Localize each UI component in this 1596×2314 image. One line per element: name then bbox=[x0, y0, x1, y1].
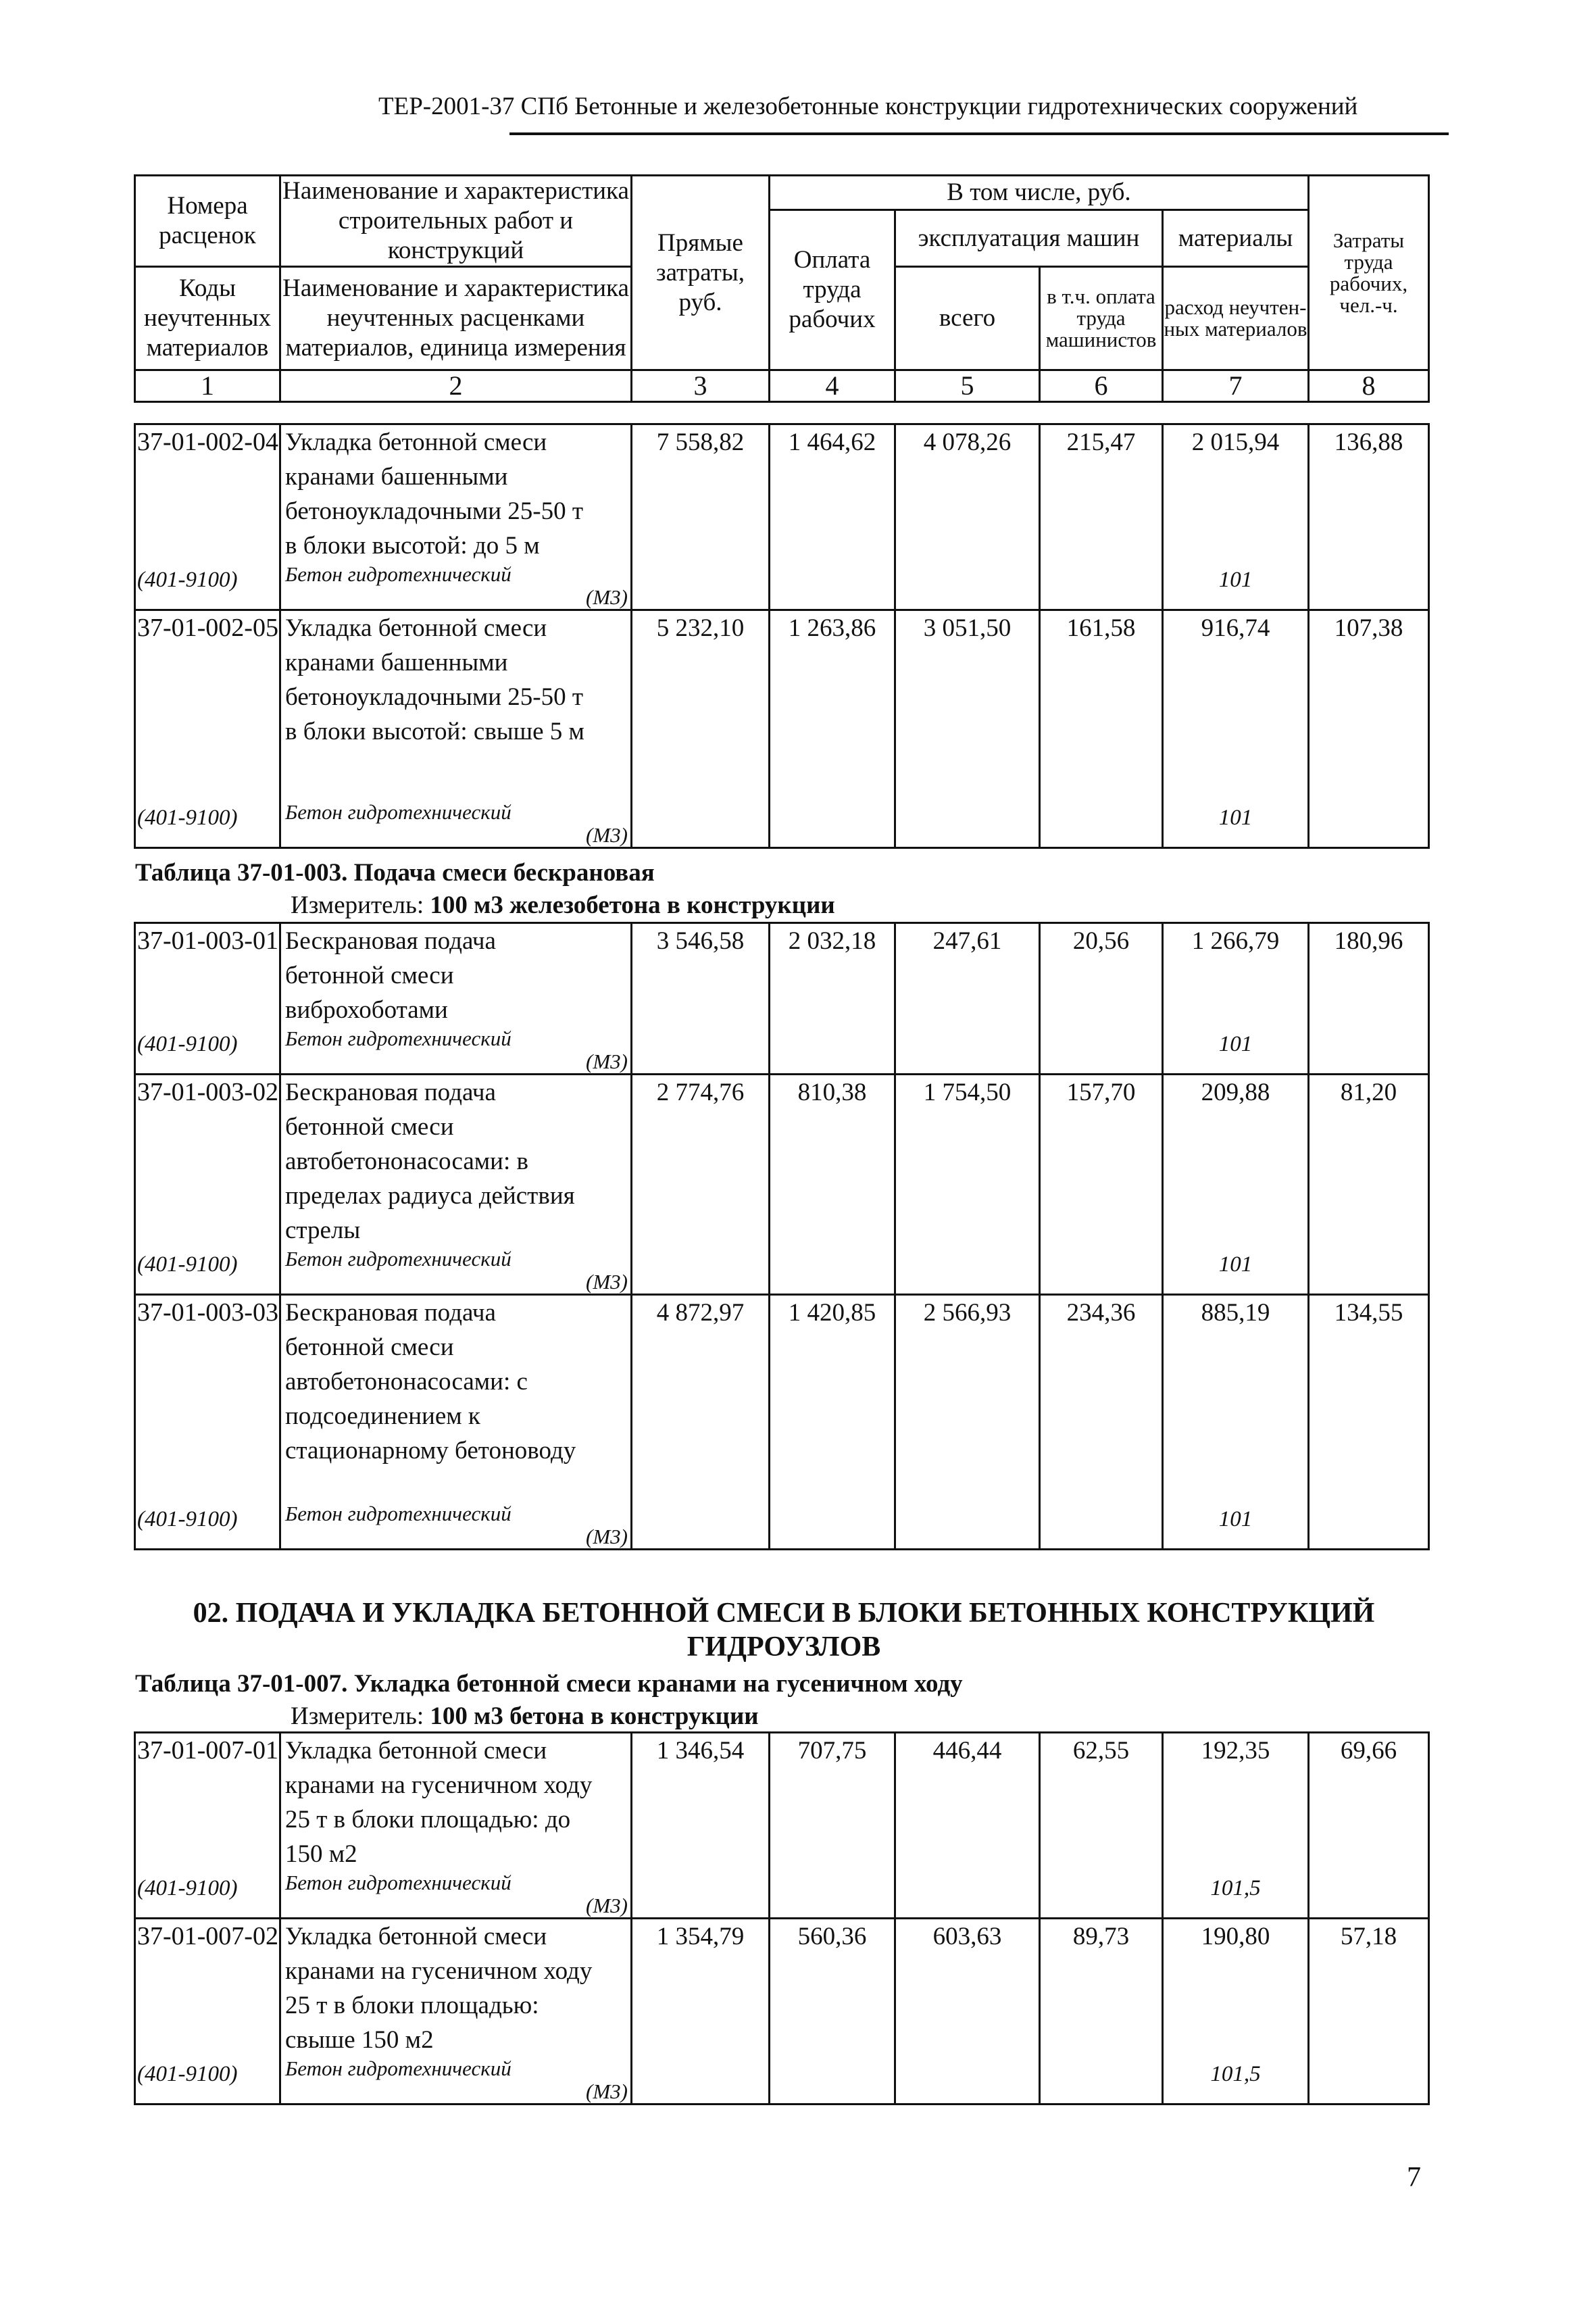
machines-cost: 1 754,50 bbox=[895, 1075, 1040, 1295]
labor-pay: 1 420,85 bbox=[770, 1295, 895, 1550]
rates-table-37-01-007 bbox=[134, 1731, 1430, 2105]
col-number: 5 bbox=[895, 370, 1040, 402]
direct-cost: 1 354,79 bbox=[632, 1919, 770, 2104]
material-name: Бетон гидротехнический bbox=[285, 1502, 512, 1525]
head-machines-total: всего bbox=[895, 267, 1040, 370]
header-rule bbox=[509, 132, 1449, 135]
rate-row bbox=[135, 610, 1429, 848]
machines-cost: 4 078,26 bbox=[895, 424, 1040, 610]
material-unit: (М3) bbox=[586, 823, 628, 847]
material-code: (401-9100) bbox=[137, 1032, 238, 1056]
rate-row bbox=[135, 1919, 1429, 2104]
rate-code: 37-01-003-03 (401-9100) bbox=[135, 1295, 280, 1550]
material-code: (401-9100) bbox=[137, 1507, 238, 1531]
rate-code: 37-01-002-05 (401-9100) bbox=[135, 610, 280, 848]
rate-row bbox=[135, 424, 1429, 610]
head-rate-numbers: Номера расценок bbox=[135, 176, 280, 267]
rate-name: Укладка бетонной смеси кранами на гусеничном ходу 25 т в блоки площадью: свыше 150 м2 Бетон гидротехнический (М3) bbox=[280, 1919, 632, 2104]
rates-table-37-01-002 bbox=[134, 423, 1430, 849]
machinists-pay: 161,58 bbox=[1040, 610, 1163, 848]
table-caption: Таблица 37-01-003. Подача смеси бескрановая bbox=[135, 859, 655, 887]
col-number: 4 bbox=[770, 370, 895, 402]
labor-hours: 136,88 bbox=[1309, 424, 1429, 610]
labor-hours: 57,18 bbox=[1309, 1919, 1429, 2104]
material-name: Бетон гидротехнический bbox=[285, 1247, 512, 1271]
rate-code: 37-01-002-04 (401-9100) bbox=[135, 424, 280, 610]
direct-cost: 7 558,82 bbox=[632, 424, 770, 610]
labor-hours: 107,38 bbox=[1309, 610, 1429, 848]
head-machinists-pay: в т.ч. оплата труда машинистов bbox=[1040, 267, 1163, 370]
material-unit: (М3) bbox=[586, 2079, 628, 2103]
material-code: (401-9100) bbox=[137, 1252, 238, 1277]
rate-row bbox=[135, 1075, 1429, 1295]
section-heading: 02. ПОДАЧА И УКЛАДКА БЕТОННОЙ СМЕСИ В БЛОКИ БЕТОННЫХ КОНСТРУКЦИЙ ГИДРОУЗЛОВ bbox=[193, 1598, 1375, 1663]
material-norm: 101,5 bbox=[1210, 1876, 1261, 1900]
materials-cost: 2 015,94 101 bbox=[1163, 424, 1309, 610]
labor-pay: 1 263,86 bbox=[770, 610, 895, 848]
labor-hours: 81,20 bbox=[1309, 1075, 1429, 1295]
labor-hours: 134,55 bbox=[1309, 1295, 1429, 1550]
head-including-group: В том числе, руб. bbox=[770, 176, 1309, 210]
head-material-names: Наименование и характеристика неучтенных расценками материалов, единица измерения bbox=[280, 267, 632, 370]
head-column-numbers bbox=[135, 370, 1429, 402]
material-unit: (М3) bbox=[586, 1894, 628, 1917]
rate-code: 37-01-003-01 (401-9100) bbox=[135, 923, 280, 1075]
rate-name: Укладка бетонной смеси кранами башенными бетоноукладочными 25-50 т в блоки высотой: свыше 5 м Бетон гидротехнический (М3) bbox=[280, 610, 632, 848]
labor-pay: 810,38 bbox=[770, 1075, 895, 1295]
col-number: 6 bbox=[1040, 370, 1163, 402]
col-number: 8 bbox=[1309, 370, 1429, 402]
machinists-pay: 234,36 bbox=[1040, 1295, 1163, 1550]
material-norm: 101 bbox=[1218, 1507, 1253, 1531]
machinists-pay: 89,73 bbox=[1040, 1919, 1163, 2104]
machines-cost: 247,61 bbox=[895, 923, 1040, 1075]
machinists-pay: 20,56 bbox=[1040, 923, 1163, 1075]
material-norm: 101 bbox=[1218, 1032, 1253, 1056]
rate-name: Укладка бетонной смеси кранами на гусеничном ходу 25 т в блоки площадью: до 150 м2 Бетон гидротехнический (М3) bbox=[280, 1733, 632, 1919]
labor-pay: 707,75 bbox=[770, 1733, 895, 1919]
head-labor-hours: Затраты труда рабочих, чел.-ч. bbox=[1309, 176, 1429, 370]
materials-cost: 885,19 101 bbox=[1163, 1295, 1309, 1550]
table-measure: Измеритель: 100 м3 бетона в конструкции bbox=[291, 1702, 759, 1730]
material-code: (401-9100) bbox=[137, 568, 238, 592]
direct-cost: 1 346,54 bbox=[632, 1733, 770, 1919]
direct-cost: 5 232,10 bbox=[632, 610, 770, 848]
head-labor-pay: Оплата труда рабочих bbox=[770, 210, 895, 370]
rate-row bbox=[135, 1733, 1429, 1919]
col-number: 2 bbox=[280, 370, 632, 402]
rate-name: Бескрановая подача бетонной смеси автобетононасосами: с подсоединением к стационарному бетоноводу Бетон гидротехнический (М3) bbox=[280, 1295, 632, 1550]
direct-cost: 4 872,97 bbox=[632, 1295, 770, 1550]
material-code: (401-9100) bbox=[137, 806, 238, 830]
rate-row bbox=[135, 923, 1429, 1075]
head-work-name: Наименование и характеристика строительных работ и конструкций bbox=[280, 176, 632, 267]
material-unit: (М3) bbox=[586, 1525, 628, 1548]
rate-name: Бескрановая подача бетонной смеси виброхоботами Бетон гидротехнический (М3) bbox=[280, 923, 632, 1075]
rates-table-37-01-003 bbox=[134, 922, 1430, 1550]
column-header-table bbox=[134, 174, 1430, 403]
rate-code: 37-01-007-02 (401-9100) bbox=[135, 1919, 280, 2104]
machines-cost: 446,44 bbox=[895, 1733, 1040, 1919]
material-norm: 101 bbox=[1218, 568, 1253, 592]
machines-cost: 3 051,50 bbox=[895, 610, 1040, 848]
material-unit: (М3) bbox=[586, 1050, 628, 1073]
labor-pay: 560,36 bbox=[770, 1919, 895, 2104]
materials-cost: 190,80 101,5 bbox=[1163, 1919, 1309, 2104]
head-material-codes: Коды неучтенных материалов bbox=[135, 267, 280, 370]
material-norm: 101,5 bbox=[1210, 2062, 1261, 2086]
col-number: 3 bbox=[632, 370, 770, 402]
material-name: Бетон гидротехнический bbox=[285, 800, 512, 824]
material-unit: (М3) bbox=[586, 1270, 628, 1294]
machinists-pay: 215,47 bbox=[1040, 424, 1163, 610]
labor-hours: 180,96 bbox=[1309, 923, 1429, 1075]
table-caption: Таблица 37-01-007. Укладка бетонной смеси кранами на гусеничном ходу bbox=[135, 1670, 963, 1698]
labor-hours: 69,66 bbox=[1309, 1733, 1429, 1919]
page-number: 7 bbox=[1407, 2162, 1421, 2193]
col-number: 1 bbox=[135, 370, 280, 402]
head-direct-costs: Прямые затраты, руб. bbox=[632, 176, 770, 370]
material-code: (401-9100) bbox=[137, 2062, 238, 2086]
materials-cost: 916,74 101 bbox=[1163, 610, 1309, 848]
labor-pay: 1 464,62 bbox=[770, 424, 895, 610]
material-norm: 101 bbox=[1218, 806, 1253, 830]
col-number: 7 bbox=[1163, 370, 1309, 402]
material-unit: (М3) bbox=[586, 585, 628, 609]
material-name: Бетон гидротехнический bbox=[285, 2057, 512, 2080]
machines-cost: 2 566,93 bbox=[895, 1295, 1040, 1550]
rate-code: 37-01-003-02 (401-9100) bbox=[135, 1075, 280, 1295]
material-name: Бетон гидротехнический bbox=[285, 1871, 512, 1894]
material-name: Бетон гидротехнический bbox=[285, 562, 512, 586]
head-machines-group: эксплуатация машин bbox=[895, 210, 1163, 267]
machinists-pay: 157,70 bbox=[1040, 1075, 1163, 1295]
head-unaccounted-materials: расход неучтен-ных материалов bbox=[1163, 267, 1309, 370]
labor-pay: 2 032,18 bbox=[770, 923, 895, 1075]
materials-cost: 192,35 101,5 bbox=[1163, 1733, 1309, 1919]
materials-cost: 1 266,79 101 bbox=[1163, 923, 1309, 1075]
table-measure: Измеритель: 100 м3 железобетона в конструкции bbox=[291, 891, 835, 919]
rate-name: Укладка бетонной смеси кранами башенными бетоноукладочными 25-50 т в блоки высотой: до 5 м Бетон гидротехнический (М3) bbox=[280, 424, 632, 610]
machines-cost: 603,63 bbox=[895, 1919, 1040, 2104]
machinists-pay: 62,55 bbox=[1040, 1733, 1163, 1919]
running-header: ТЕР-2001-37 СПб Бетонные и железобетонные конструкции гидротехнических сооружений bbox=[378, 93, 1358, 120]
material-norm: 101 bbox=[1218, 1252, 1253, 1277]
rate-name: Бескрановая подача бетонной смеси автобетононасосами: в пределах радиуса действия стрелы Бетон гидротехнический (М3) bbox=[280, 1075, 632, 1295]
material-name: Бетон гидротехнический bbox=[285, 1027, 512, 1050]
rate-code: 37-01-007-01 (401-9100) bbox=[135, 1733, 280, 1919]
materials-cost: 209,88 101 bbox=[1163, 1075, 1309, 1295]
rate-row bbox=[135, 1295, 1429, 1550]
direct-cost: 3 546,58 bbox=[632, 923, 770, 1075]
material-code: (401-9100) bbox=[137, 1876, 238, 1900]
direct-cost: 2 774,76 bbox=[632, 1075, 770, 1295]
head-materials-group: материалы bbox=[1163, 210, 1309, 267]
